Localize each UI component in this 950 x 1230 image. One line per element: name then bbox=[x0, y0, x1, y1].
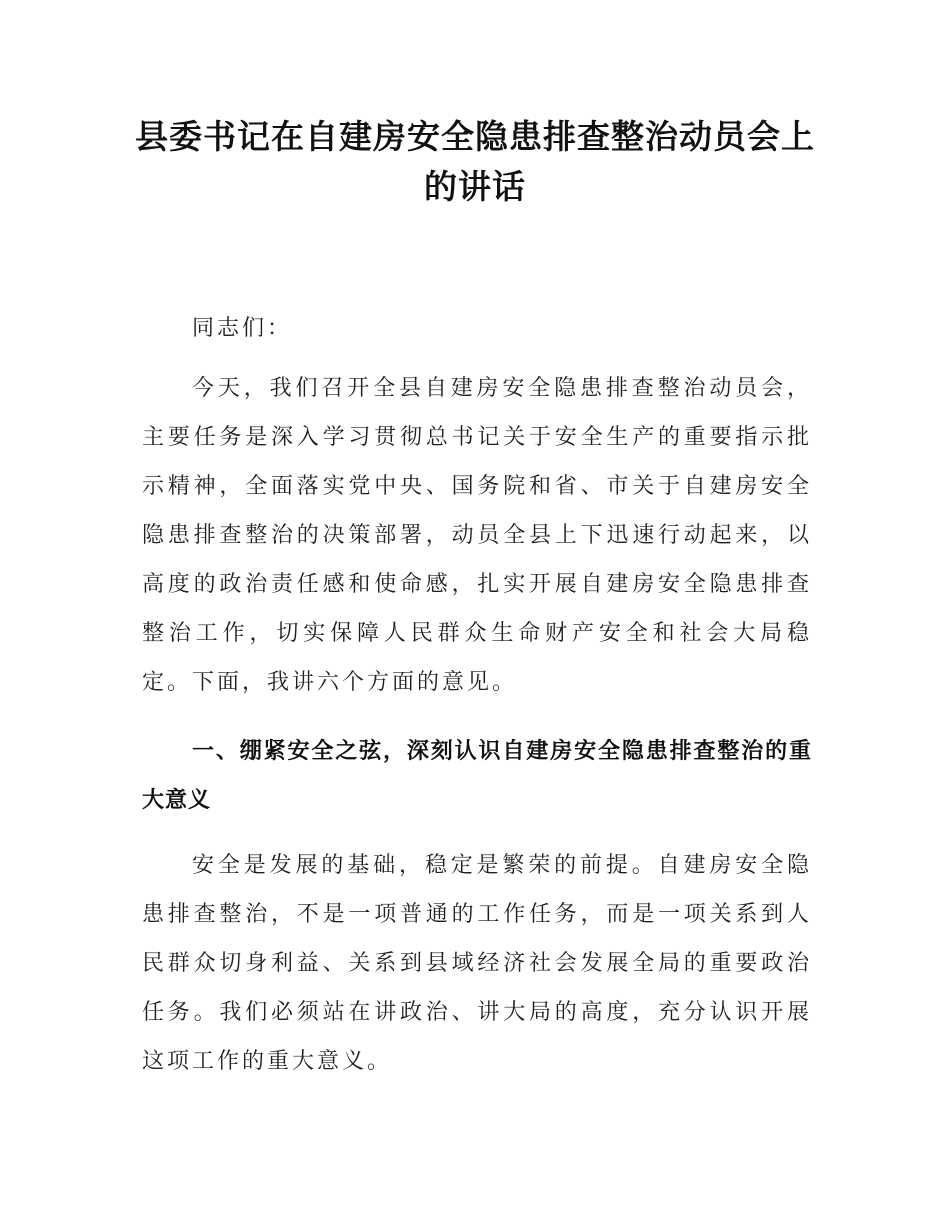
document-title: 县委书记在自建房安全隐患排查整治动员会上的讲话 bbox=[135, 117, 815, 206]
intro-paragraph: 今天，我们召开全县自建房安全隐患排查整治动员会，主要任务是深入学习贯彻总书记关于安全生产的重要指示批示精神，全面落实党中央、国务院和省、市关于自建房安全隐患排查整治的决策部署，动员全县上下迅速行动起来，以高度的政治责任感和使命感，扎实开展自建房安全隐患排查整治工作，切实保障人民群众生命财产安全和社会大局稳定。下面，我讲六个方面的意见。 bbox=[142, 376, 812, 695]
section-paragraph-1: 安全是发展的基础，稳定是繁荣的前提。自建房安全隐患排查整治，不是一项普通的工作任务，而是一项关系到人民群众切身利益、关系到县域经济社会发展全局的重要政治任务。我们必须站在讲政治、讲大局的高度，充分认识开展这项工作的重大意义。 bbox=[142, 853, 812, 1074]
section-heading-1: 一、绷紧安全之弦，深刻认识自建房安全隐患排查整治的重大意义 bbox=[142, 739, 812, 813]
salutation: 同志们： bbox=[192, 316, 293, 341]
